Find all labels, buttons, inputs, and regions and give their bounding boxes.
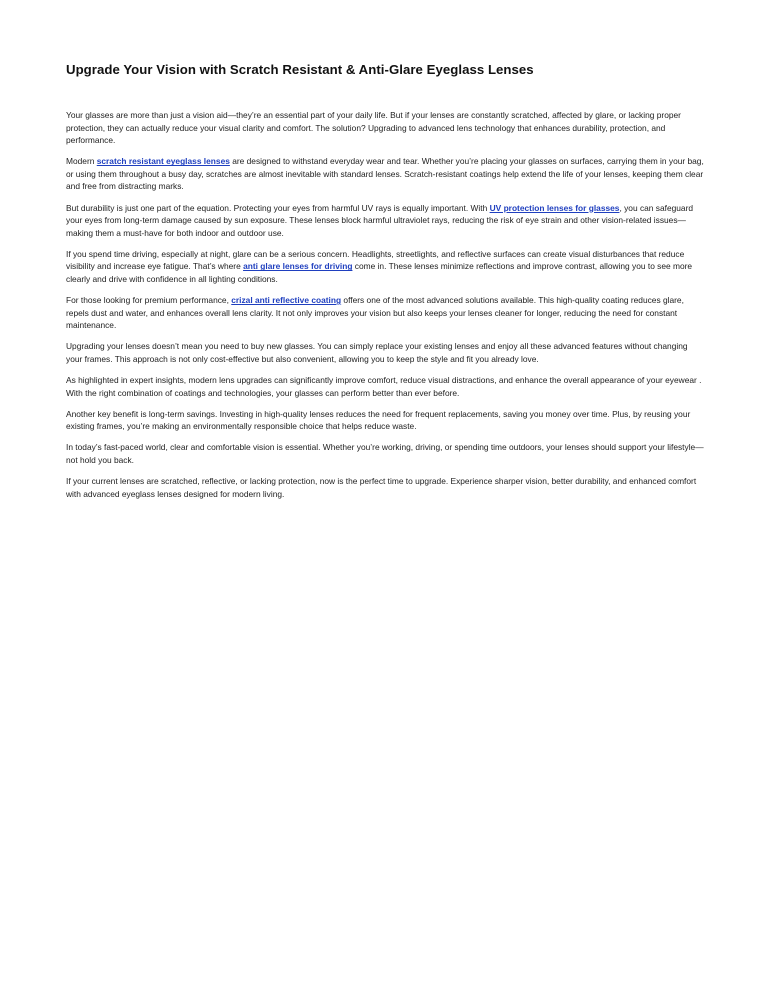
link-anti-glare-lenses-for-driving[interactable]: anti glare lenses for driving (243, 261, 353, 272)
paragraph-replace-lenses: Upgrading your lenses doesn’t mean you need to buy new glasses. You can simply replace your existing lenses and enjoy all these advanced features without changing your frames. This approach is not only cost-effective but also convenient, allowing you to keep the style and fit you already love. (66, 341, 688, 364)
link-uv-protection-lenses[interactable]: UV protection lenses for glasses (489, 202, 620, 213)
link-crizal-anti-reflective-coating[interactable]: crizal anti reflective coating (231, 295, 342, 306)
paragraph-text: come in. These lenses minimize reflections and improve contrast, allowing you to see more clearly and drive with confidence in all lighting conditions. (66, 261, 693, 285)
paragraph-text: If you spend time driving, especially at night, glare can be a serious concern. Headlights, streetlights, and reflective surfaces can create visual disturbances that reduce visibility and increase eye fatigue. That’s where (66, 248, 685, 272)
paragraph-text: , you can safeguard your eyes from long-term damage caused by sun exposure. These lenses block harmful ultraviolet rays, reducing the risk of eye strain and other vision-related issues—making them a must-have for both indoor and outdoor use. (66, 202, 694, 238)
paragraph-text: Modern (66, 156, 97, 167)
paragraph-anti-glare (66, 248, 706, 286)
paragraph-text: But durability is just one part of the equation. Protecting your eyes from harmful UV rays is equally important. With (66, 202, 490, 213)
paragraph-long-term-savings: Another key benefit is long-term savings. Investing in high-quality lenses reduces the need for frequent replacements, saving you money over time. Plus, by reusing your existing frames, you’re making an environmentally responsible choice that helps reduce waste. (66, 408, 691, 432)
paragraph-text: are designed to withstand everyday wear and tear. Whether you’re placing your glasses on surfaces, carrying them in your bag, or using them throughout a busy day, scratches are almost inevitable with standard lenses. Scratch-resistant coatings help extend the life of your lenses, keeping them clear and free from distracting marks. (66, 156, 704, 192)
paragraph-expert-insights: As highlighted in expert insights, modern lens upgrades can significantly improve comfort, reduce visual distractions, and enhance the overall appearance of your eyewear . With the right combination of coatings and technologies, your glasses can perform better than ever before. (66, 375, 702, 398)
paragraph-text: offers one of the most advanced solutions available. This high-quality coating reduces glare, repels dust and water, and enhances overall lens clarity. It not only improves your vision but also keeps your lenses cleaner for longer, reducing the need for constant maintenance. (66, 295, 684, 331)
paragraph-text: For those looking for premium performance, (66, 295, 232, 306)
article-body (66, 109, 706, 509)
link-scratch-resistant-eyeglass-lenses[interactable]: scratch resistant eyeglass lenses (96, 156, 230, 167)
paragraph-conclusion: If your current lenses are scratched, reflective, or lacking protection, now is the perfect time to upgrade. Experience sharper vision, better durability, and enhanced comfort with advanced eyeglass lenses designed for modern living. (66, 476, 697, 499)
paragraph-crizal (66, 294, 706, 332)
paragraph-intro: Your glasses are more than just a vision aid—they’re an essential part of your daily life. But if your lenses are constantly scratched, affected by glare, or lacking proper protection, they can actually reduce your visual clarity and comfort. The solution? Upgrading to advanced lens technology that enhances durability, protection, and performance. (66, 110, 681, 146)
paragraph-lifestyle: In today’s fast-paced world, clear and comfortable vision is essential. Whether you’re working, driving, or spending time outdoors, your lenses should support your lifestyle—not hold you back. (66, 442, 704, 466)
paragraph-uv-protection (66, 202, 706, 240)
paragraph-scratch-resistant (66, 155, 706, 193)
article-title: Upgrade Your Vision with Scratch Resistant & Anti-Glare Eyeglass Lenses (66, 62, 534, 77)
